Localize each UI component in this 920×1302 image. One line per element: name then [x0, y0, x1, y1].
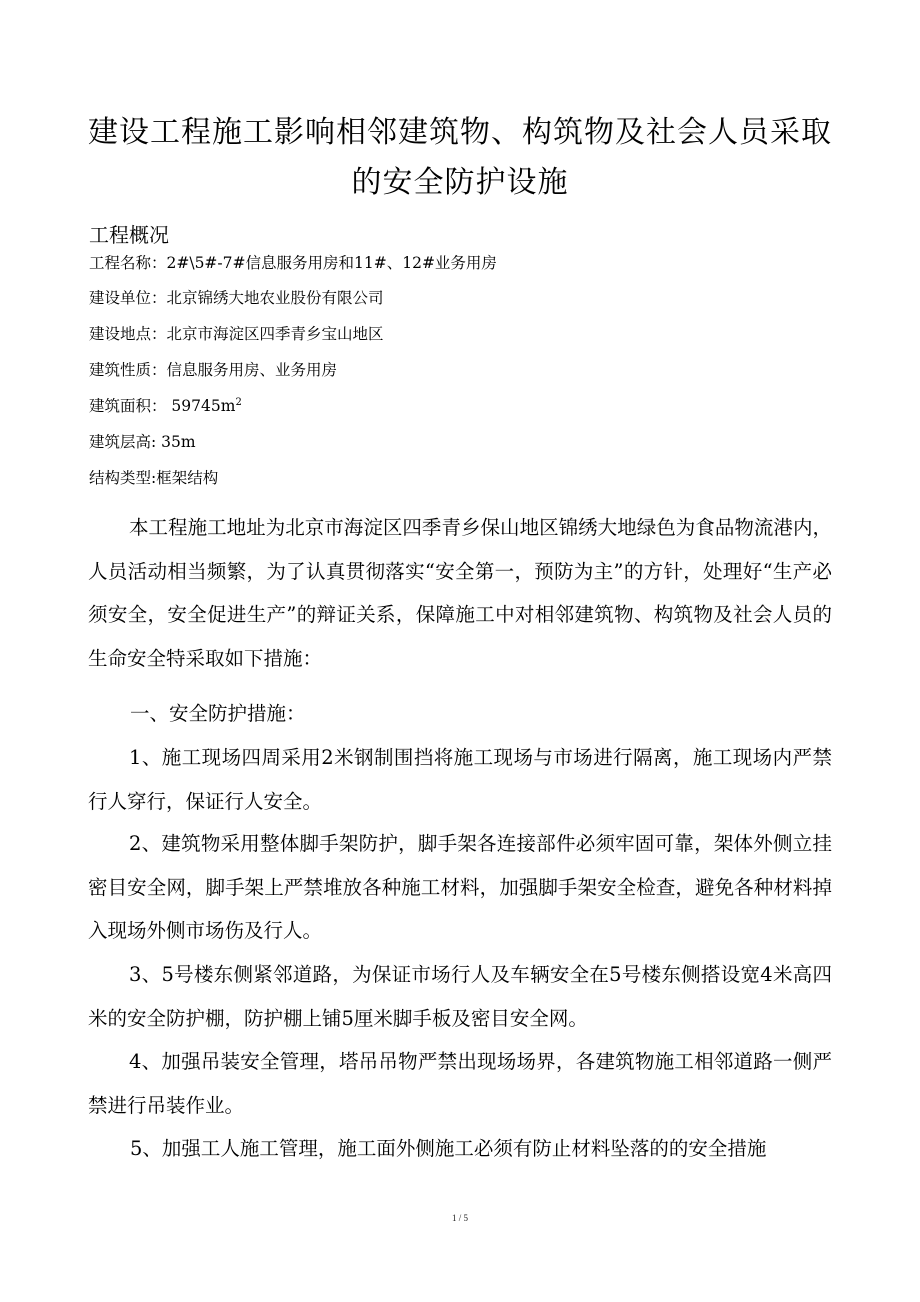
info-area: [89, 394, 242, 418]
intro-paragraph: 本工程施工地址为北京市海淀区四季青乡保山地区锦绣大地绿色为食品物流港内，人员活动相当频繁，为了认真贯彻落实“安全第一，预防为主”的方针，处理好“生产必须安全，安全促进生产”的辩证关系，保障施工中对相邻建筑物、构筑物及社会人员的生命安全特采取如下措施：: [88, 516, 832, 670]
info-project-name: 工程名称：2#\5#-7#信息服务用房和11#、12#业务用房: [89, 254, 497, 272]
info-structure: 结构类型:框架结构: [89, 469, 219, 487]
measure-item-3: 3、5号楼东侧紧邻道路，为保证市场行人及车辆安全在5号楼东侧搭设宽4米高四米的安全防护棚，防护棚上铺5厘米脚手板及密目安全网。: [88, 963, 832, 1030]
info-owner: 建设单位：北京锦绣大地农业股份有限公司: [89, 289, 384, 307]
measure-item-5: 5、加强工人施工管理，施工面外侧施工必须有防止材料坠落的的安全措施: [130, 1137, 767, 1160]
info-area-label: 建筑面积： 59745m: [89, 397, 236, 415]
overview-heading: 工程概况: [89, 223, 169, 247]
document-title-line-1: 建设工程施工影响相邻建筑物、构筑物及社会人员采取: [88, 115, 832, 150]
section-1-heading: 一、安全防护措施：: [130, 702, 306, 725]
measure-item-1: 1、施工现场四周采用2米钢制围挡将施工现场与市场进行隔离，施工现场内严禁行人穿行，保证行人安全。: [88, 746, 832, 813]
document-title-line-2: 的安全防护设施: [351, 165, 569, 200]
info-height: 建筑层高: 35m: [89, 433, 196, 451]
info-nature: 建筑性质：信息服务用房、业务用房: [89, 361, 338, 379]
info-area-superscript: 2: [235, 396, 242, 408]
info-location: 建设地点：北京市海淀区四季青乡宝山地区: [89, 325, 384, 343]
measure-item-2: 2、建筑物采用整体脚手架防护，脚手架各连接部件必须牢固可靠，架体外侧立挂密目安全网，脚手架上严禁堆放各种施工材料，加强脚手架安全检查，避免各种材料掉入现场外侧市场伤及行人。: [88, 832, 832, 942]
measure-item-4: 4、加强吊装安全管理，塔吊吊物严禁出现场场界，各建筑物施工相邻道路一侧严禁进行吊装作业。: [88, 1050, 832, 1117]
page-number: 1 / 5: [451, 1213, 468, 1223]
